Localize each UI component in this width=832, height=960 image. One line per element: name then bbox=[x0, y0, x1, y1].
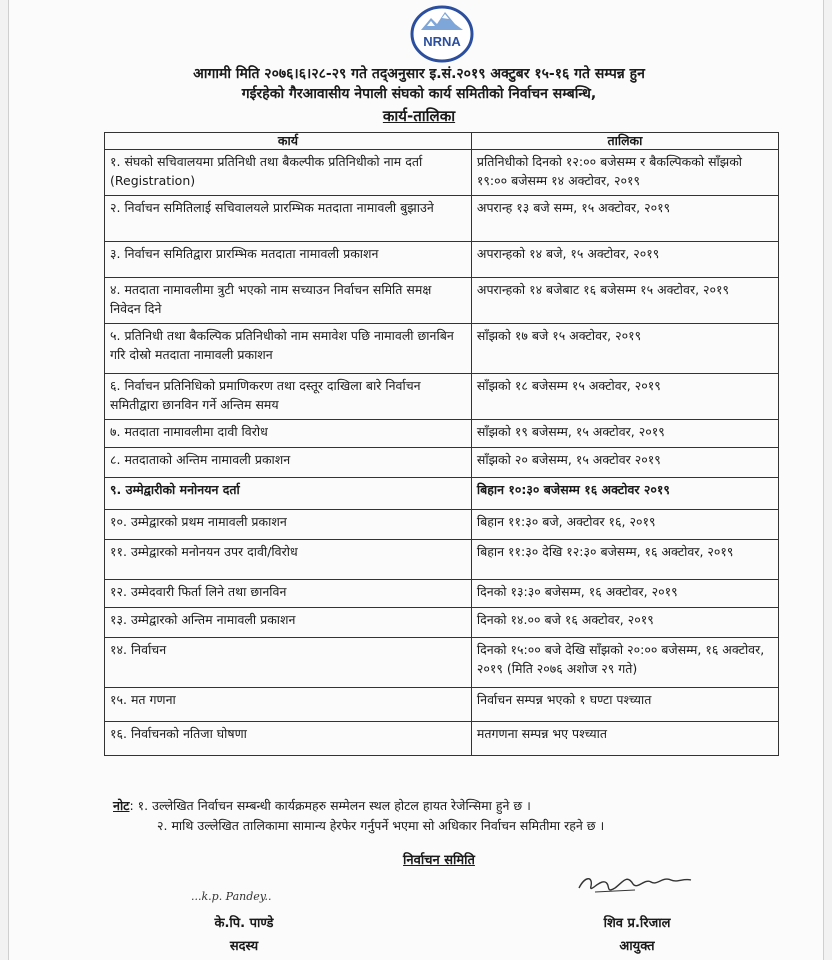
right-signature-icon bbox=[575, 868, 695, 902]
task-cell: ६. निर्वाचन प्रतिनिधिको प्रमाणिकरण तथा दस्तूर दाखिला बारे निर्वाचन समितीद्वारा छानविन गर्ने अन्तिम समय bbox=[105, 374, 472, 420]
logo-text: NRNA bbox=[423, 34, 461, 49]
table-row bbox=[105, 278, 779, 324]
time-cell: निर्वाचन सम्पन्न भएको १ घण्टा पश्च्यात bbox=[471, 688, 778, 722]
table-row bbox=[105, 242, 779, 278]
table-row bbox=[105, 608, 779, 638]
table-header-row bbox=[105, 133, 779, 150]
left-signature-script: ...k.p. Pandey.. bbox=[191, 890, 272, 903]
time-cell: साँझको १८ बजेसम्म १५ अक्टोवर, २०१९ bbox=[471, 374, 778, 420]
table-row bbox=[105, 580, 779, 608]
time-cell: दिनको १५:०० बजे देखि साँझको २०:०० बजेसम्म, १६ अक्टोवर, २०१९ (मिति २०७६ अशोज २९ गते) bbox=[471, 638, 778, 688]
table-row bbox=[105, 688, 779, 722]
table-row bbox=[105, 324, 779, 374]
task-cell: ८. मतदाताको अन्तिम नामावली प्रकाशन bbox=[105, 448, 472, 478]
table-row bbox=[105, 540, 779, 580]
task-cell: १. संघको सचिवालयमा प्रतिनिधी तथा बैकल्पीक प्रतिनिधीको नाम दर्ता (Registration) bbox=[105, 150, 472, 196]
time-cell: दिनको १४.०० बजे १६ अक्टोवर, २०१९ bbox=[471, 608, 778, 638]
committee-heading: निर्वाचन समिति bbox=[403, 853, 475, 868]
time-cell: बिहान ११:३० बजे, अक्टोवर १६, २०१९ bbox=[471, 510, 778, 540]
time-cell: साँझको २० बजेसम्म, १५ अक्टोवर २०१९ bbox=[471, 448, 778, 478]
time-cell: मतगणना सम्पन्न भए पश्च्यात bbox=[471, 722, 778, 756]
table-row bbox=[105, 478, 779, 510]
table-row bbox=[105, 722, 779, 756]
schedule-table bbox=[104, 132, 779, 756]
time-cell: बिहान १०:३० बजेसम्म १६ अक्टोवर २०१९ bbox=[471, 478, 778, 510]
task-cell: ३. निर्वाचन समितिद्वारा प्रारम्भिक मतदाता नामावली प्रकाशन bbox=[105, 242, 472, 278]
title-line-1: आगामी मिति २०७६।६।२८-२९ गते तद्अनुसार इ.सं.२०१९ अक्टुबर १५-१६ गते सम्पन्न हुन bbox=[193, 66, 645, 82]
time-cell: बिहान ११:३० देखि १२:३० बजेसम्म, १६ अक्टोवर, २०१९ bbox=[471, 540, 778, 580]
time-cell: अपरान्ह १३ बजे सम्म, १५ अक्टोवर, २०१९ bbox=[471, 196, 778, 242]
task-cell: २. निर्वाचन समितिलाई सचिवालयले प्रारम्भिक मतदाता नामावली बुझाउने bbox=[105, 196, 472, 242]
right-signatory-role: आयुक्त bbox=[619, 939, 655, 954]
note-item-2: २. माथि उल्लेखित तालिकामा सामान्य हेरफेर गर्नुपर्ने भएमा सो अधिकार निर्वाचन समितीमा रहने छ । bbox=[157, 818, 605, 833]
task-cell: १४. निर्वाचन bbox=[105, 638, 472, 688]
task-cell: १५. मत गणना bbox=[105, 688, 472, 722]
table-row bbox=[105, 150, 779, 196]
task-cell: ११. उम्मेद्वारको मनोनयन उपर दावी/विरोध bbox=[105, 540, 472, 580]
document-page bbox=[8, 0, 824, 960]
task-cell: ४. मतदाता नामावलीमा त्रुटी भएको नाम सच्याउन निर्वाचन समिति समक्ष निवेदन दिने bbox=[105, 278, 472, 324]
task-cell: १३. उम्मेद्वारको अन्तिम नामावली प्रकाशन bbox=[105, 608, 472, 638]
task-cell: ५. प्रतिनिधी तथा बैकल्पिक प्रतिनिधीको नाम समावेश पछि नामावली छानबिन गरि दोस्रो मतदाता नामावली प्रकाशन bbox=[105, 324, 472, 374]
table-row bbox=[105, 510, 779, 540]
right-signatory-name: शिव प्र.रिजाल bbox=[603, 916, 671, 931]
note-block bbox=[113, 796, 793, 836]
note-line-1 bbox=[113, 796, 793, 816]
header-schedule: तालिका bbox=[471, 133, 778, 150]
task-cell: ७. मतदाता नामावलीमा दावी विरोध bbox=[105, 420, 472, 448]
table-row bbox=[105, 448, 779, 478]
task-cell: ९. उम्मेद्वारीको मनोनयन दर्ता bbox=[105, 478, 472, 510]
note-item-1: : १. उल्लेखित निर्वाचन सम्बन्धी कार्यक्रमहरु सम्मेलन स्थल होटल हायत रेजेन्सिमा हुने छ । bbox=[129, 798, 531, 813]
table-row bbox=[105, 420, 779, 448]
time-cell: अपरान्हको १४ बजे, १५ अक्टोवर, २०१९ bbox=[471, 242, 778, 278]
title-line-3: कार्य-तालिका bbox=[382, 107, 456, 125]
task-cell: १६. निर्वाचनको नतिजा घोषणा bbox=[105, 722, 472, 756]
time-cell: प्रतिनिधीको दिनको १२:०० बजेसम्म र बैकल्पिकको साँझको १९:०० बजेसम्म १४ अक्टोवर, २०१९ bbox=[471, 150, 778, 196]
time-cell: साँझको १९ बजेसम्म, १५ अक्टोवर, २०१९ bbox=[471, 420, 778, 448]
time-cell: दिनको १३:३० बजेसम्म, १६ अक्टोवर, २०१९ bbox=[471, 580, 778, 608]
time-cell: साँझको १७ बजे १५ अक्टोवर, २०१९ bbox=[471, 324, 778, 374]
task-cell: १०. उम्मेद्वारको प्रथम नामावली प्रकाशन bbox=[105, 510, 472, 540]
table-row bbox=[105, 374, 779, 420]
note-label: नोट bbox=[113, 798, 130, 813]
table-row bbox=[105, 638, 779, 688]
left-signatory-name: के.पि. पाण्डे bbox=[214, 916, 274, 931]
header-task: कार्य bbox=[105, 133, 472, 150]
table-row bbox=[105, 196, 779, 242]
task-cell: १२. उम्मेदवारी फिर्ता लिने तथा छानविन bbox=[105, 580, 472, 608]
time-cell: अपरान्हको १४ बजेबाट १६ बजेसम्म १५ अक्टोवर, २०१९ bbox=[471, 278, 778, 324]
left-signatory-role: सदस्य bbox=[229, 939, 259, 954]
nrna-logo bbox=[409, 4, 475, 64]
title-line-2: गईरहेको गैरआवासीय नेपाली संघको कार्य समितीको निर्वाचन सम्बन्धि, bbox=[241, 86, 597, 102]
